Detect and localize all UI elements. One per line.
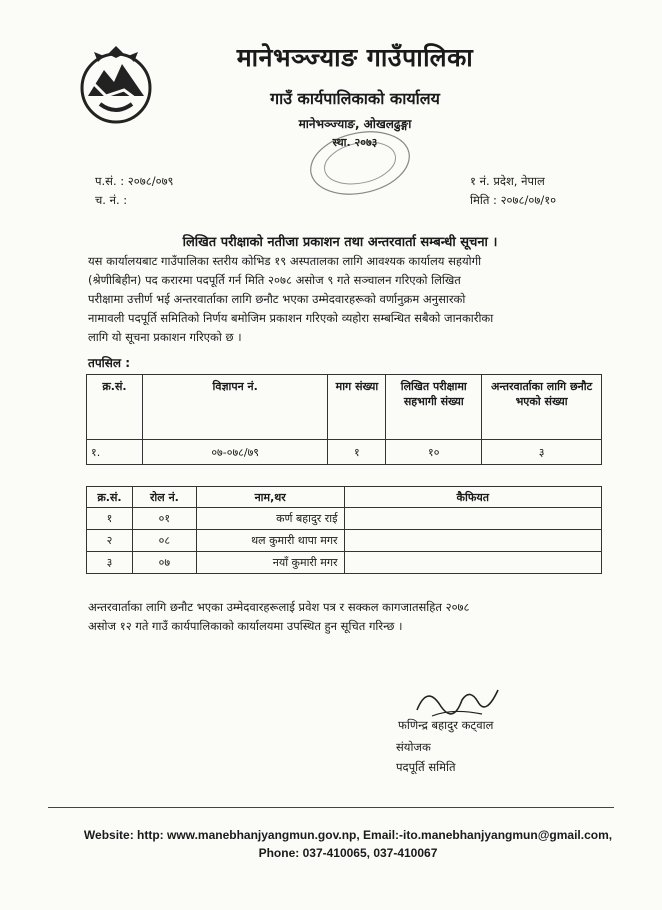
office-name: गाउँ कार्यपालिकाको कार्यालय xyxy=(270,89,440,108)
footer-divider xyxy=(48,807,614,808)
footer-phone-line: Phone: 037-410065, 037-410067 xyxy=(258,846,438,860)
province: १ नं. प्रदेश, नेपाल xyxy=(470,174,545,188)
table-cell: १. xyxy=(87,440,143,465)
table-cell: १० xyxy=(386,440,482,465)
table-cell xyxy=(344,508,601,530)
table-cell: १ xyxy=(87,508,133,530)
col-demand: माग संख्या xyxy=(328,375,386,440)
office-stamp xyxy=(305,128,415,198)
closing-line: असोज १२ गते गाउँ कार्यपालिकाको कार्यालयमा उपस्थित हुन सूचित गरिन्छ । xyxy=(88,619,403,633)
notice-title: लिखित परीक्षाको नतीजा प्रकाशन तथा अन्तरवार्ता सम्बन्धी सूचना । xyxy=(182,235,498,250)
body-line: लागि यो सूचना प्रकाशन गरिएको छ । xyxy=(88,330,242,344)
table-cell xyxy=(344,530,601,552)
body-line: यस कार्यालयबाट गाउँपालिका स्तरीय कोभिड १९ अस्पतालका लागि आवश्यक कार्यालय सहयोगी xyxy=(88,254,482,268)
footer-contact-line: Website: http: www.manebhanjyangmun.gov.np, Email:-ito.manebhanjyangmun@gmail.com, xyxy=(83,828,613,842)
table-cell xyxy=(344,552,601,574)
col-name: नाम,थर xyxy=(196,487,344,508)
org-name: मानेभञ्ज्याङ गाउँपालिका xyxy=(236,43,474,72)
signatory-name: फणिन्द्र बहादुर कट्वाल xyxy=(398,718,494,732)
table-row xyxy=(87,552,602,574)
body-line: नामावली पदपूर्ति समितिको निर्णय बमोजिम प्रकाशन गरिएको व्यहोरा सम्बन्धित सबैको जानकारीका xyxy=(88,311,494,325)
col-remarks: कैफियत xyxy=(344,487,601,508)
dispatch-number: च. नं. : xyxy=(95,193,128,207)
table-header-row xyxy=(87,375,602,440)
signatory-role: संयोजक xyxy=(396,740,431,754)
table-cell: ०७ xyxy=(132,552,196,574)
table-cell: थल कुमारी थापा मगर xyxy=(196,530,344,552)
letter-date: मिति : २०७८/०७/१० xyxy=(470,193,557,207)
table-cell: ०७-०७८/७९ xyxy=(142,440,328,465)
col-written-participants: लिखित परीक्षामा सहभागी संख्या xyxy=(386,375,482,440)
table-row xyxy=(87,508,602,530)
closing-line: अन्तरवार्ताका लागि छनौट भएका उम्मेदवारहरूलाई प्रवेश पत्र र सक्कल कागजातसहित २०७८ xyxy=(88,600,470,614)
table-row xyxy=(87,530,602,552)
table-header-row xyxy=(87,487,602,508)
body-line: (श्रेणीबिहीन) पद करारमा पदपूर्ति गर्न मिति २०७८ असोज ९ गते सञ्चालन गरिएको लिखित xyxy=(88,273,461,287)
closing-paragraph xyxy=(88,598,610,636)
address: मानेभञ्ज्याङ, ओखलढुङ्गा xyxy=(298,117,412,131)
nepal-emblem-logo xyxy=(74,44,158,128)
table-cell: २ xyxy=(87,530,133,552)
table-cell: १ xyxy=(328,440,386,465)
col-interview-selected: अन्तरवार्ताका लागि छनौट भएको संख्या xyxy=(482,375,602,440)
details-label: तपसिल : xyxy=(88,356,130,370)
notice-body xyxy=(88,252,610,347)
table-cell: नयाँ कुमारी मगर xyxy=(196,552,344,574)
table-cell: कर्ण बहादुर राई xyxy=(196,508,344,530)
table-cell: ३ xyxy=(87,552,133,574)
table-cell: ०८ xyxy=(132,530,196,552)
col-serial: क्र.सं. xyxy=(87,375,143,440)
table-cell: ३ xyxy=(482,440,602,465)
established: स्था. २०७३ xyxy=(332,136,378,149)
table-row xyxy=(87,440,602,465)
col-serial: क्र.सं. xyxy=(87,487,133,508)
body-line: परीक्षामा उत्तीर्ण भई अन्तरवार्ताका लागि छनौट भएका उम्मेदवारहरूको वर्णानुक्रम अनुसारको xyxy=(88,292,466,306)
candidate-list-table xyxy=(86,486,602,574)
results-summary-table xyxy=(86,374,602,465)
reference-number: प.सं. : २०७८/०७९ xyxy=(95,174,174,188)
col-advertisement-no: विज्ञापन नं. xyxy=(142,375,328,440)
committee-name: पदपूर्ति समिति xyxy=(396,760,456,774)
col-roll-no: रोल नं. xyxy=(132,487,196,508)
table-cell: ०१ xyxy=(132,508,196,530)
